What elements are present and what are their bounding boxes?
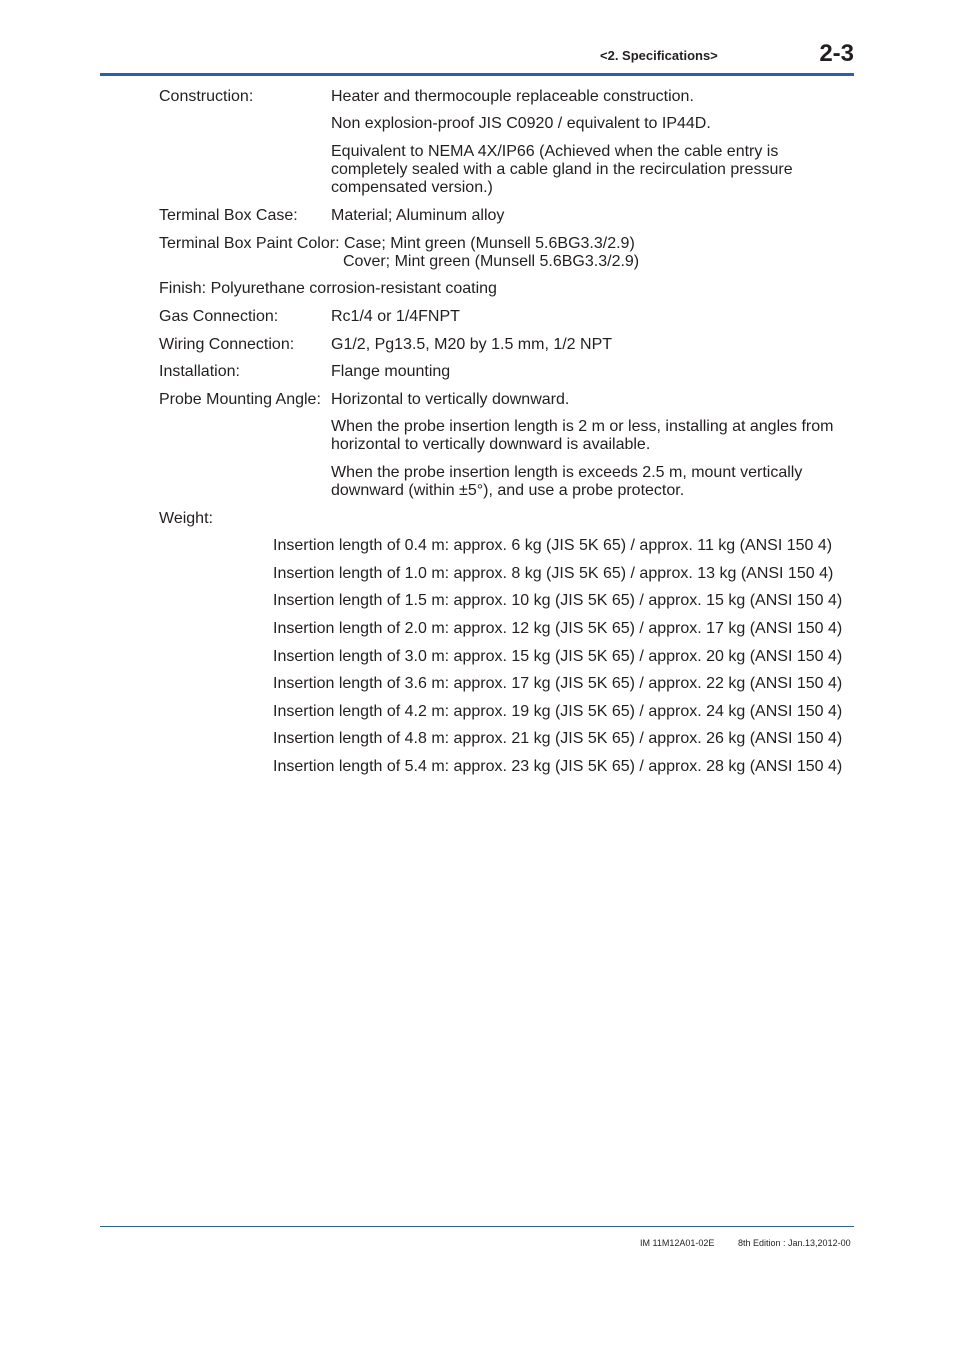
wiring-connection-label: Wiring Connection:: [159, 336, 295, 353]
weight-label: Weight:: [159, 510, 213, 527]
edition-info: 8th Edition : Jan.13,2012-00: [738, 1238, 851, 1248]
weight-row: Insertion length of 1.0 m: approx. 8 kg (JIS 5K 65) / approx. 13 kg (ANSI 150 4): [273, 565, 834, 582]
construction-value-3: Equivalent to NEMA 4X/IP66 (Achieved when the cable entry is completely sealed with a cable gland in the recirculation pressure compensated version.): [331, 143, 793, 196]
terminal-box-case-value: Material; Aluminum alloy: [331, 207, 505, 224]
construction-value-2: Non explosion-proof JIS C0920 / equivalent to IP44D.: [331, 115, 711, 132]
probe-mounting-angle-value-2: When the probe insertion length is 2 m or less, installing at angles from horizontal to vertically downward is available.: [331, 418, 834, 453]
weight-row: Insertion length of 4.2 m: approx. 19 kg (JIS 5K 65) / approx. 24 kg (ANSI 150 4): [273, 703, 843, 720]
wiring-connection-value: G1/2, Pg13.5, M20 by 1.5 mm, 1/2 NPT: [331, 336, 613, 353]
weight-row: Insertion length of 0.4 m: approx. 6 kg (JIS 5K 65) / approx. 11 kg (ANSI 150 4): [273, 537, 833, 554]
document-number: IM 11M12A01-02E: [640, 1238, 715, 1248]
construction-label: Construction:: [159, 88, 254, 105]
weight-row: Insertion length of 1.5 m: approx. 10 kg (JIS 5K 65) / approx. 15 kg (ANSI 150 4): [273, 592, 843, 609]
paint-color-line-2: Cover; Mint green (Munsell 5.6BG3.3/2.9): [343, 253, 640, 270]
weight-row: Insertion length of 3.0 m: approx. 15 kg (JIS 5K 65) / approx. 20 kg (ANSI 150 4): [273, 648, 843, 665]
gas-connection-label: Gas Connection:: [159, 308, 279, 325]
footer-rule: [100, 1226, 854, 1227]
construction-value-1: Heater and thermocouple replaceable construction.: [331, 88, 694, 105]
section-header: <2. Specifications>: [600, 48, 718, 63]
header-rule: [100, 73, 854, 76]
page-number: 2-3: [819, 40, 854, 67]
paint-color-line-1: Terminal Box Paint Color: Case; Mint green (Munsell 5.6BG3.3/2.9): [159, 235, 635, 252]
weight-row: Insertion length of 4.8 m: approx. 21 kg (JIS 5K 65) / approx. 26 kg (ANSI 150 4): [273, 730, 843, 747]
installation-value: Flange mounting: [331, 363, 451, 380]
finish-line: Finish: Polyurethane corrosion-resistant coating: [159, 280, 497, 297]
terminal-box-case-label: Terminal Box Case:: [159, 207, 298, 224]
weight-row: Insertion length of 5.4 m: approx. 23 kg (JIS 5K 65) / approx. 28 kg (ANSI 150 4): [273, 758, 843, 775]
probe-mounting-angle-value-3: When the probe insertion length is exceeds 2.5 m, mount vertically downward (within ±5°), and use a probe protector.: [331, 464, 803, 499]
weight-row: Insertion length of 3.6 m: approx. 17 kg (JIS 5K 65) / approx. 22 kg (ANSI 150 4): [273, 675, 843, 692]
weight-row: Insertion length of 2.0 m: approx. 12 kg (JIS 5K 65) / approx. 17 kg (ANSI 150 4): [273, 620, 843, 637]
installation-label: Installation:: [159, 363, 240, 380]
gas-connection-value: Rc1/4 or 1/4FNPT: [331, 308, 460, 325]
probe-mounting-angle-value-1: Horizontal to vertically downward.: [331, 391, 570, 408]
probe-mounting-angle-label: Probe Mounting Angle:: [159, 391, 321, 408]
